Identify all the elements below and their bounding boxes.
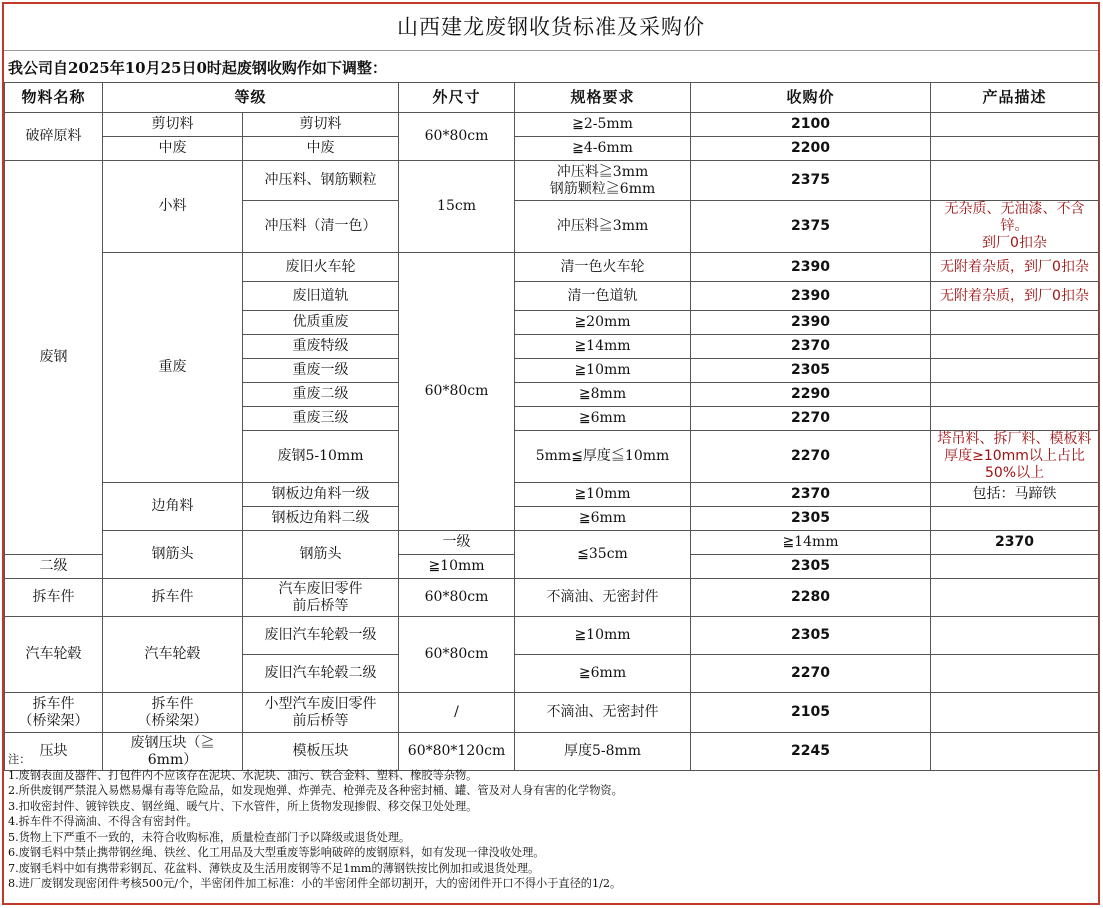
spec-line: 钢筋颗粒≧6mm xyxy=(549,180,656,197)
price-cell: 2200 xyxy=(691,137,931,161)
price-cell: 2100 xyxy=(691,113,931,137)
desc-cell xyxy=(931,359,1099,383)
spec-cell: 厚度5-8mm xyxy=(515,733,691,771)
spec-cell: ≧20mm xyxy=(515,311,691,335)
table-header-row xyxy=(5,83,1099,113)
size-cell: / xyxy=(399,693,515,733)
price-cell: 2390 xyxy=(691,311,931,335)
spec-line: 冲压料≧3mm xyxy=(556,163,649,180)
material-name: 钢筋头 xyxy=(103,531,243,579)
name-line: 拆车件 xyxy=(32,695,75,712)
note-line: 1.废钢表面及器件、打包件内不应该存在泥块、水泥块、油污、铁合金料、塑料、橡胶等杂物。 xyxy=(8,768,478,782)
header-material: 物料名称 xyxy=(5,83,103,113)
grade-primary: 小料 xyxy=(103,161,243,253)
table-row xyxy=(5,579,1099,617)
spec-cell: ≧10mm xyxy=(515,359,691,383)
spec-cell: ≧6mm xyxy=(515,507,691,531)
spec-cell: ≧2-5mm xyxy=(515,113,691,137)
material-name: 废钢 xyxy=(5,161,103,555)
grade-secondary: 废旧道轨 xyxy=(243,282,399,311)
note-line: 5.货物上下严重不一致的，未符合收购标准，质量检查部门予以降级或退货处理。 xyxy=(8,830,411,844)
size-cell: 60*80*120cm xyxy=(399,733,515,771)
desc-line: 无杂质、无油漆、不含锌。 xyxy=(944,201,1085,234)
size-cell: 60*80cm xyxy=(399,617,515,693)
name-line: （桥梁架） xyxy=(18,712,89,729)
table-row xyxy=(5,113,1099,137)
note-line: 注： xyxy=(8,753,31,766)
size-cell: 60*80cm xyxy=(399,579,515,617)
grade-line: （桥梁架） xyxy=(137,712,208,729)
grade-primary xyxy=(103,693,243,733)
grade-secondary: 钢板边角料二级 xyxy=(243,507,399,531)
spec-cell: ≧10mm xyxy=(399,555,515,579)
grade-secondary: 重废特级 xyxy=(243,335,399,359)
grade-secondary: 优质重废 xyxy=(243,311,399,335)
price-cell: 2280 xyxy=(691,579,931,617)
header-grade: 等级 xyxy=(103,83,399,113)
desc-cell xyxy=(931,655,1099,693)
desc-cell xyxy=(931,507,1099,531)
desc-cell xyxy=(931,617,1099,655)
price-cell: 2290 xyxy=(691,383,931,407)
grade-secondary: 一级 xyxy=(399,531,515,555)
desc-cell: 无附着杂质，到厂0扣杂 xyxy=(931,253,1099,282)
spec-cell: ≧14mm xyxy=(691,531,931,555)
price-cell: 2305 xyxy=(691,617,931,655)
grade-secondary: 冲压料（清一色） xyxy=(243,201,399,253)
note-line: 7.废钢毛料中如有携带彩钢瓦、花盆料、薄铁皮及生活用废钢等不足1mm的薄钢铁按比例加扣或退货处理。 xyxy=(8,861,540,875)
price-cell: 2390 xyxy=(691,253,931,282)
price-cell: 2370 xyxy=(691,483,931,507)
grade-secondary: 废旧汽车轮毂一级 xyxy=(243,617,399,655)
spec-cell: ≧14mm xyxy=(515,335,691,359)
material-name xyxy=(5,693,103,733)
table-row xyxy=(5,531,1099,555)
material-name: 汽车轮毂 xyxy=(5,617,103,693)
desc-cell xyxy=(931,431,1099,483)
note-line: 3.扣收密封件、镀锌铁皮、钢丝绳、暖气片、下水管件，所上货物发现掺假、移交保卫处处理。 xyxy=(8,799,478,813)
grade-primary: 拆车件 xyxy=(103,579,243,617)
price-cell: 2370 xyxy=(691,335,931,359)
note-line: 6.废钢毛料中禁止携带钢丝绳、铁丝、化工用品及大型重废等影响破碎的废钢原料，如有发现一律没收处理。 xyxy=(8,846,545,859)
notes-section xyxy=(8,752,1088,892)
grade-line: 前后桥等 xyxy=(292,712,349,729)
grade-primary: 钢筋头 xyxy=(243,531,399,579)
desc-cell xyxy=(931,407,1099,431)
spec-cell: 5mm≦厚度≦10mm xyxy=(515,431,691,483)
grade-secondary: 废旧汽车轮毂二级 xyxy=(243,655,399,693)
grade-secondary: 重废二级 xyxy=(243,383,399,407)
grade-secondary: 冲压料、钢筋颗粒 xyxy=(243,161,399,201)
desc-cell xyxy=(931,693,1099,733)
spec-cell xyxy=(515,161,691,201)
grade-line: 前后桥等 xyxy=(292,597,349,614)
grade-line: 废钢压块（≧ xyxy=(130,734,215,751)
grade-line: 6mm） xyxy=(147,751,198,768)
spec-cell: ≧10mm xyxy=(515,483,691,507)
material-name: 拆车件 xyxy=(5,579,103,617)
grade-line: 拆车件 xyxy=(151,695,194,712)
desc-line: 到厂0扣杂 xyxy=(982,235,1047,251)
spec-cell: 不滴油、无密封件 xyxy=(515,693,691,733)
desc-line: 厚度≥10mm以上占比50%以上 xyxy=(944,448,1085,481)
spec-cell: ≧6mm xyxy=(515,407,691,431)
desc-cell: 无附着杂质，到厂0扣杂 xyxy=(931,282,1099,311)
desc-cell xyxy=(931,335,1099,359)
spec-cell: ≧6mm xyxy=(515,655,691,693)
price-cell: 2245 xyxy=(691,733,931,771)
desc-cell xyxy=(931,137,1099,161)
grade-primary: 边角料 xyxy=(103,483,243,531)
grade-secondary: 废钢5-10mm xyxy=(243,431,399,483)
size-cell: 15cm xyxy=(399,161,515,253)
desc-cell xyxy=(931,383,1099,407)
price-sheet xyxy=(2,2,1100,905)
price-cell: 2375 xyxy=(691,201,931,253)
desc-line: 塔吊料、拆厂料、模板料 xyxy=(937,431,1092,447)
spec-cell: ≧8mm xyxy=(515,383,691,407)
grade-primary: 中废 xyxy=(103,137,243,161)
table-row xyxy=(5,161,1099,201)
desc-cell xyxy=(931,201,1099,253)
desc-cell xyxy=(931,161,1099,201)
size-cell: 60*80cm xyxy=(399,253,515,531)
table-row xyxy=(5,617,1099,655)
material-name: 破碎原料 xyxy=(5,113,103,161)
header-spec: 规格要求 xyxy=(515,83,691,113)
desc-cell xyxy=(931,113,1099,137)
grade-secondary: 中废 xyxy=(243,137,399,161)
price-cell: 2370 xyxy=(931,531,1099,555)
note-line: 4.拆车件不得滴油、不得含有密封件。 xyxy=(8,815,198,828)
material-name: 压块 xyxy=(5,733,103,771)
notice-line: 我公司自2025年10月25日0时起废钢收购作如下调整： xyxy=(8,59,387,77)
header-size: 外尺寸 xyxy=(399,83,515,113)
grade-secondary: 二级 xyxy=(5,555,103,579)
header-price: 收购价 xyxy=(691,83,931,113)
spec-cell: ≧10mm xyxy=(515,617,691,655)
grade-primary: 汽车轮毂 xyxy=(103,617,243,693)
price-cell: 2270 xyxy=(691,431,931,483)
table-row xyxy=(5,693,1099,733)
header-desc: 产品描述 xyxy=(931,83,1099,113)
desc-cell xyxy=(931,311,1099,335)
price-cell: 2305 xyxy=(691,507,931,531)
grade-primary: 重废 xyxy=(103,253,243,483)
grade-secondary: 重废三级 xyxy=(243,407,399,431)
spec-cell: 冲压料≧3mm xyxy=(515,201,691,253)
price-cell: 2390 xyxy=(691,282,931,311)
note-line: 8.进厂废钢发现密闭件考核500元/个，半密闭件加工标准：小的半密闭件全部切割开，大的密闭件开口不得小于直径的1/2。 xyxy=(8,877,622,890)
grade-secondary xyxy=(243,579,399,617)
spec-cell: 不滴油、无密封件 xyxy=(515,579,691,617)
size-cell: ≦35cm xyxy=(515,531,691,579)
size-cell: 60*80cm xyxy=(399,113,515,161)
price-cell: 2375 xyxy=(691,161,931,201)
spec-cell: ≧4-6mm xyxy=(515,137,691,161)
grade-secondary: 重废一级 xyxy=(243,359,399,383)
table-row xyxy=(5,483,1099,507)
grade-secondary xyxy=(243,693,399,733)
grade-primary: 剪切料 xyxy=(103,113,243,137)
page-title: 山西建龙废钢收货标准及采购价 xyxy=(4,4,1098,51)
note-line: 2.所供废钢严禁混入易燃易爆有毒等危险品，如发现炮弹、炸弹壳、枪弹壳及各种密封桶、罐、管及对人身有害的化学物资。 xyxy=(8,784,623,797)
desc-cell: 包括：马蹄铁 xyxy=(931,483,1099,507)
price-table xyxy=(4,82,1099,771)
spec-cell: 清一色火车轮 xyxy=(515,253,691,282)
grade-secondary: 钢板边角料一级 xyxy=(243,483,399,507)
table-row xyxy=(5,137,1099,161)
spec-cell: 清一色道轨 xyxy=(515,282,691,311)
desc-cell xyxy=(931,555,1099,579)
grade-line: 小型汽车废旧零件 xyxy=(264,695,377,712)
price-cell: 2305 xyxy=(691,555,931,579)
grade-secondary: 废旧火车轮 xyxy=(243,253,399,282)
price-cell: 2270 xyxy=(691,407,931,431)
table-row xyxy=(5,253,1099,282)
price-cell: 2305 xyxy=(691,359,931,383)
grade-secondary: 剪切料 xyxy=(243,113,399,137)
grade-line: 汽车废旧零件 xyxy=(278,580,363,597)
price-cell: 2270 xyxy=(691,655,931,693)
desc-cell xyxy=(931,579,1099,617)
price-cell: 2105 xyxy=(691,693,931,733)
grade-secondary: 模板压块 xyxy=(243,733,399,771)
